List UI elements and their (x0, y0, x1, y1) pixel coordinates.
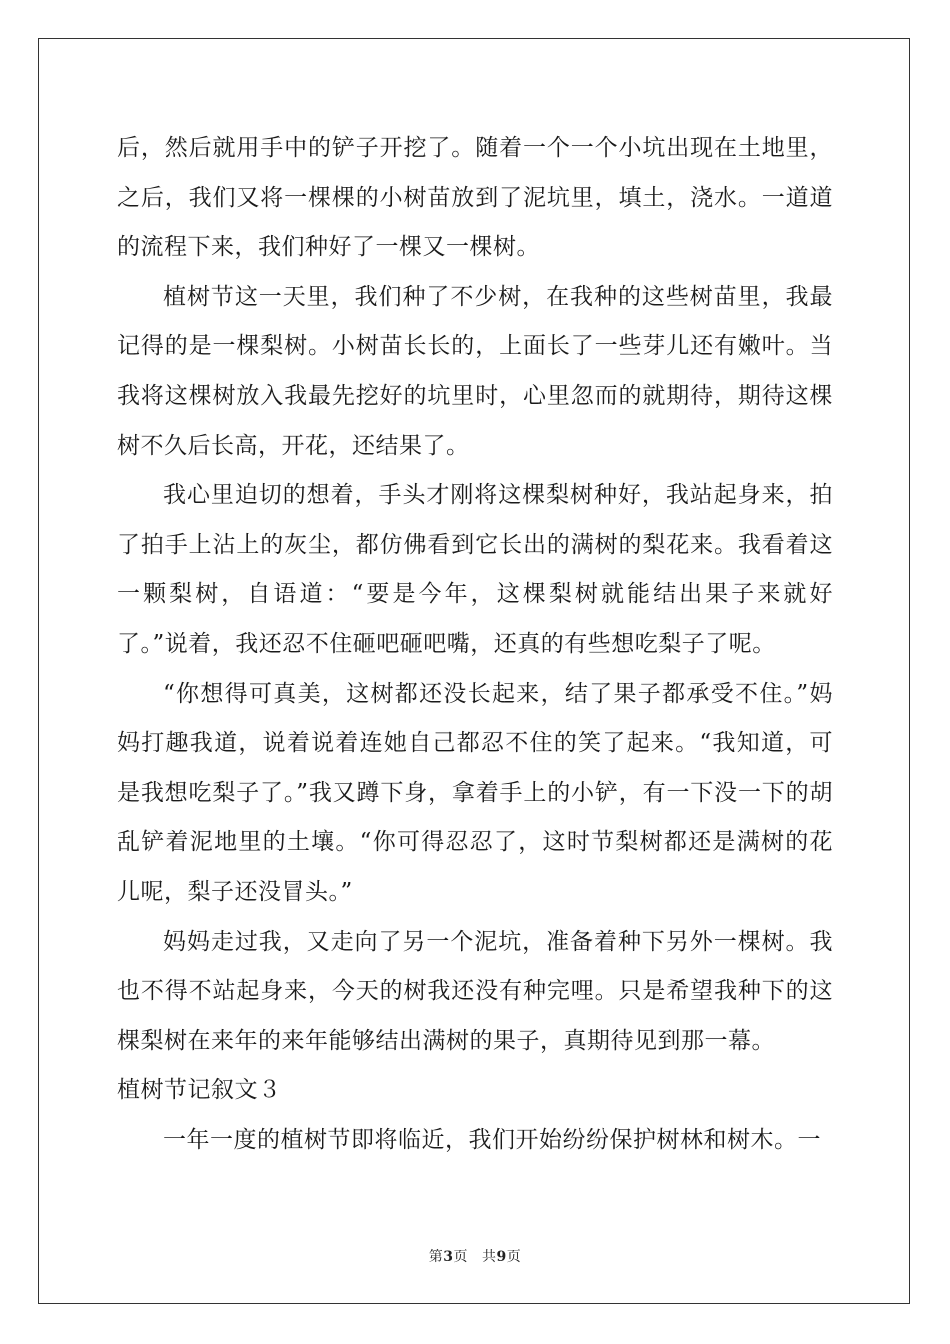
paragraph-1: 后，然后就用手中的铲子开挖了。随着一个一个小坑出现在土地里，之后，我们又将一棵棵的小树苗放到了泥坑里，填土，浇水。一道道的流程下来，我们种好了一棵又一棵树。 (117, 135, 833, 261)
section-heading: 植树节记叙文３ (117, 1077, 282, 1104)
total-suffix: 页 (506, 1249, 522, 1265)
page-prefix: 第 (428, 1249, 444, 1265)
paragraph-2: 植树节这一天里，我们种了不少树，在我种的这些树苗里，我最记得的是一棵梨树。小树苗长长的，上面长了一些芽儿还有嫩叶。当我将这棵树放入我最先挖好的坑里时，心里忽而的就期待，期待这棵树不久后长高，开花，还结果了。 (117, 283, 833, 459)
paragraph-5: 妈妈走过我，又走向了另一个泥坑，准备着种下另外一棵树。我也不得不站起身来，今天的树我还没有种完哩。只是希望我种下的这棵梨树在来年的来年能够结出满树的果子，真期待见到那一幕。 (117, 928, 833, 1054)
page-footer (0, 1246, 950, 1266)
page-total: 9 (496, 1249, 507, 1265)
page-suffix: 页 (453, 1249, 468, 1265)
paragraph-6: 一年一度的植树节即将临近，我们开始纷纷保护树林和树木。一 (163, 1126, 821, 1153)
paragraph-4: “你想得可真美，这树都还没长起来，结了果子都承受不住。”妈妈打趣我道，说着说着连她自己都忍不住的笑了起来。“我知道，可是我想吃梨子了。”我又蹲下身，拿着手上的小铲，有一下没一下的胡乱铲着泥地里的土壤。“你可得忍忍了，这时节梨树都还是满树的花儿呢，梨子还没冒头。” (117, 680, 833, 905)
total-prefix: 共 (482, 1249, 497, 1265)
page-current: 3 (443, 1249, 454, 1265)
document-body (117, 124, 833, 1165)
paragraph-3: 我心里迫切的想着，手头才刚将这棵梨树种好，我站起身来，拍了拍手上沾上的灰尘，都仿佛看到它长出的满树的梨花来。我看着这一颗梨树，自语道：“要是今年，这棵梨树就能结出果子来就好了。”说着，我还忍不住砸吧砸吧嘴，还真的有些想吃梨子了呢。 (117, 482, 833, 657)
